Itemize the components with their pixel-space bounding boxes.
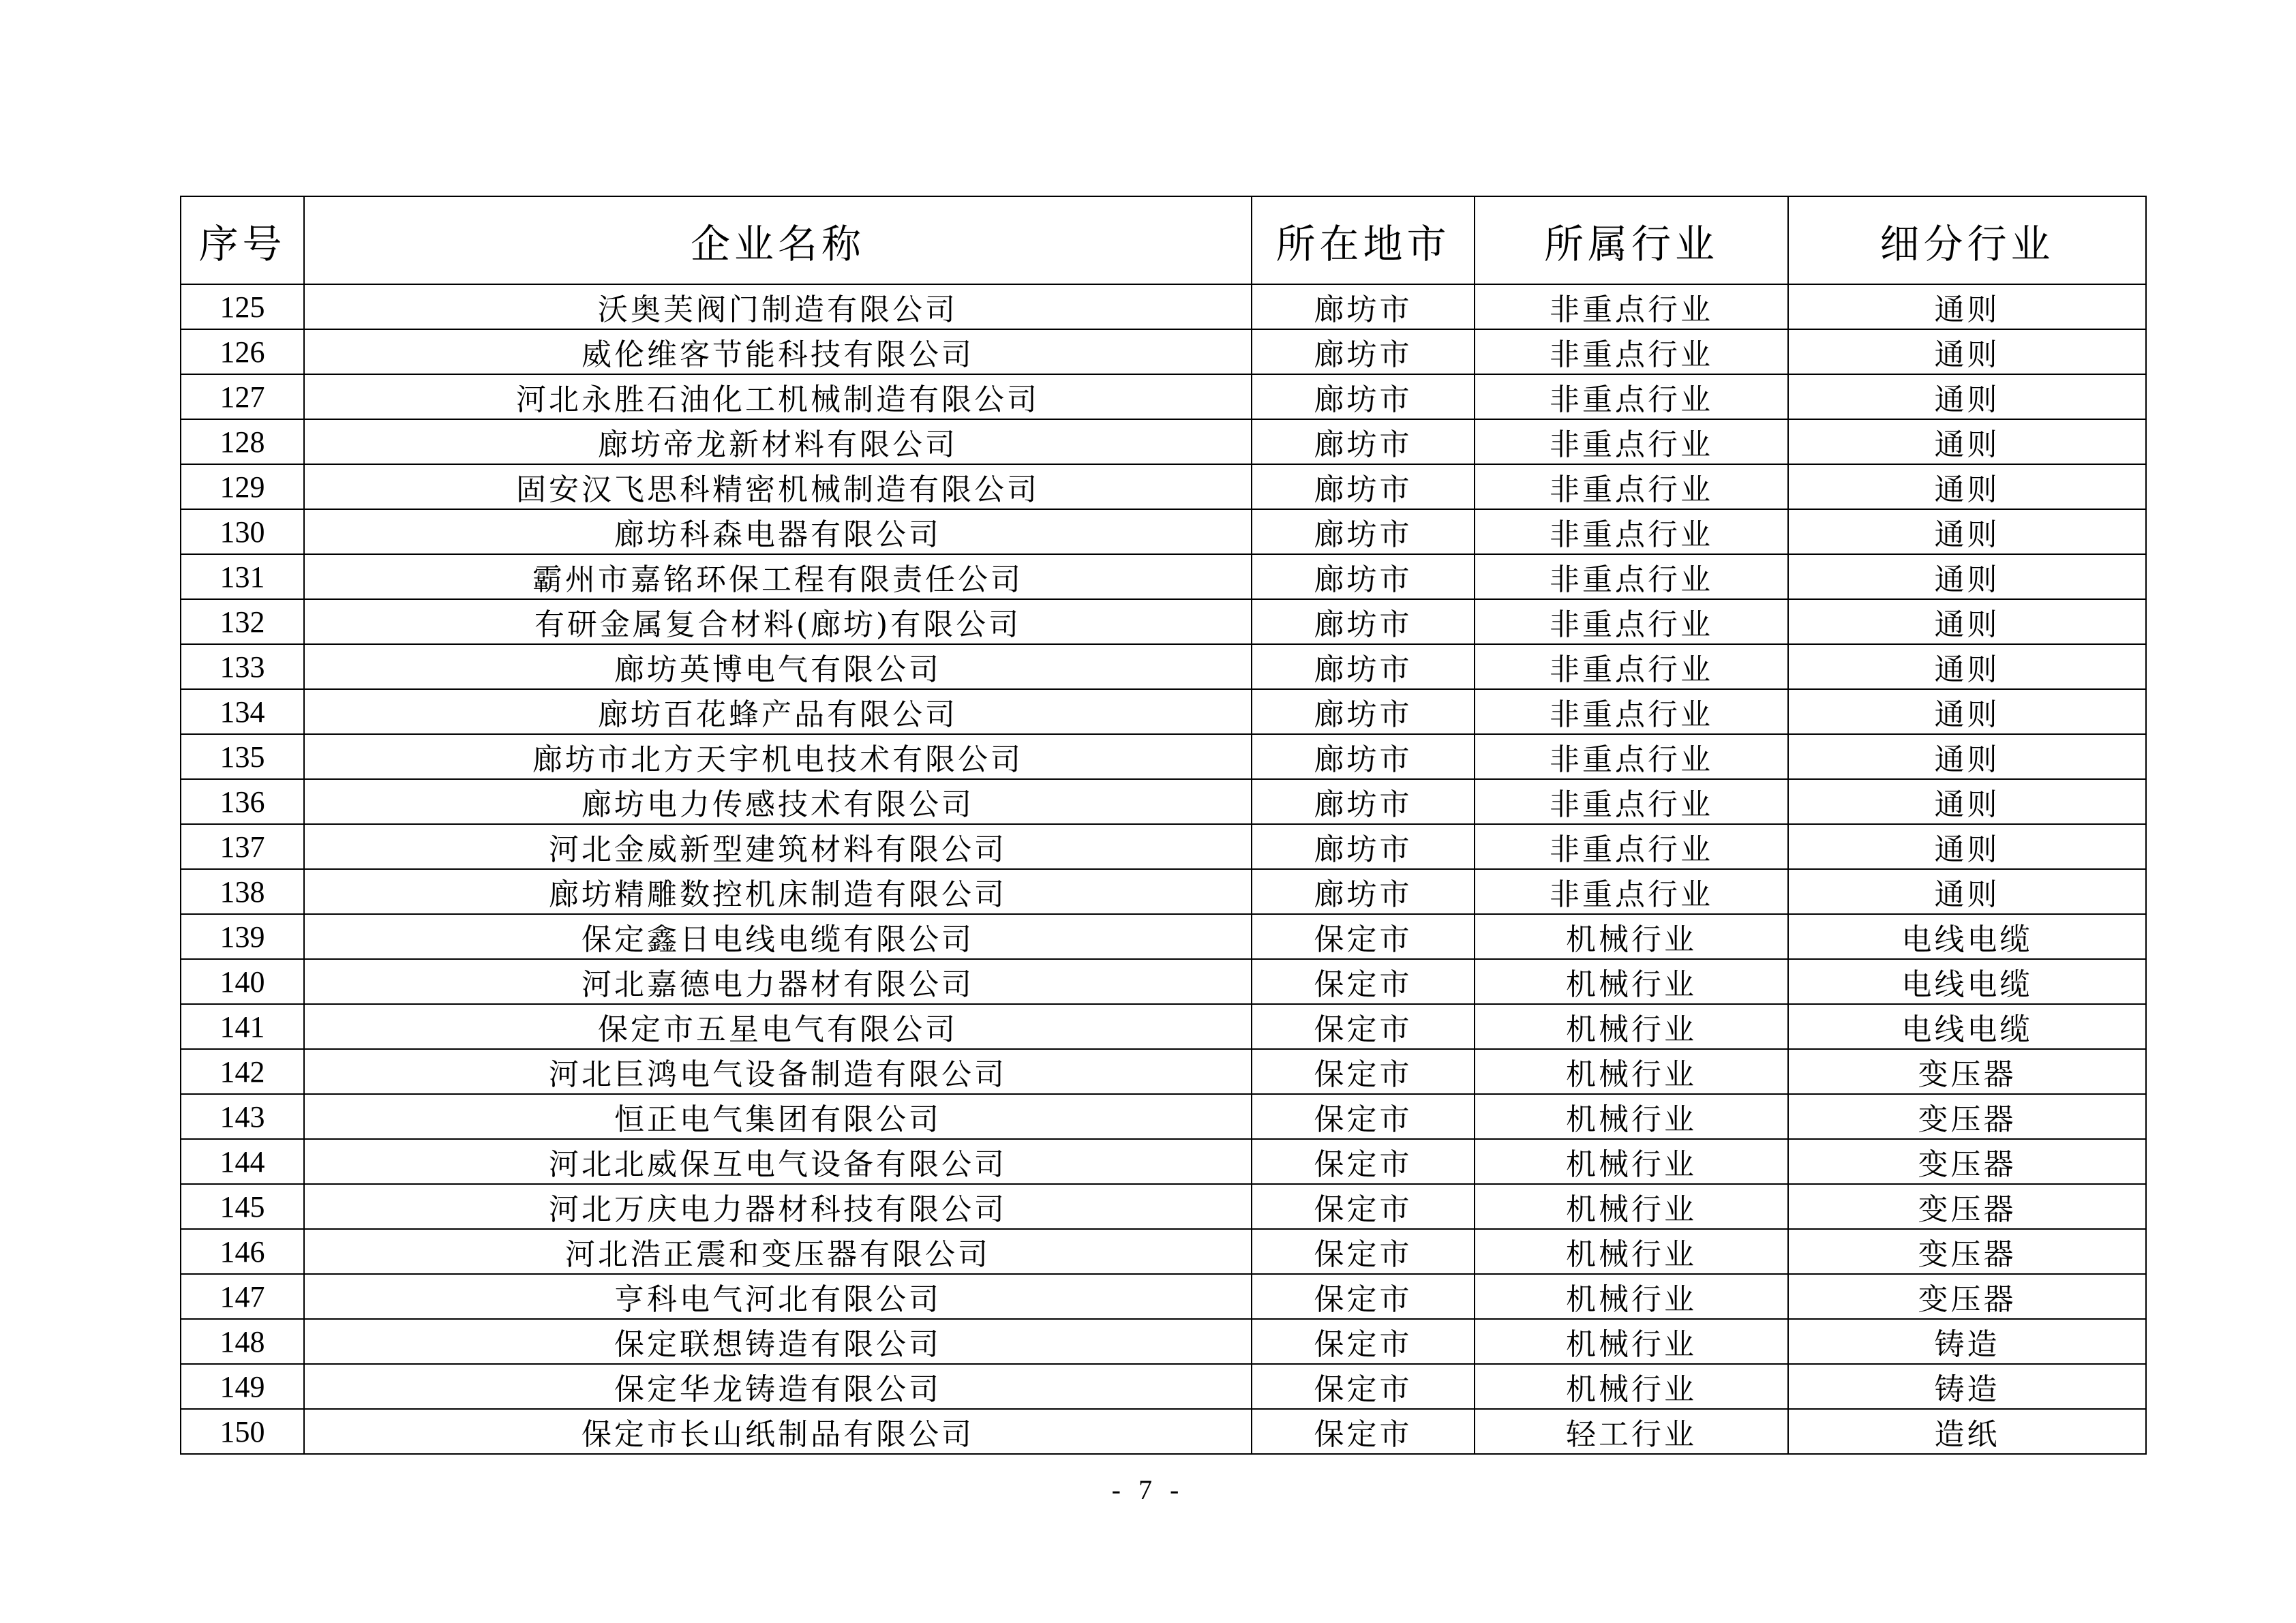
enterprise-table (180, 196, 2147, 1455)
cell-sub-industry: 通则 (1788, 734, 2146, 779)
cell-company-name: 保定华龙铸造有限公司 (304, 1364, 1252, 1409)
cell-city: 廊坊市 (1252, 464, 1475, 509)
table-row (181, 1229, 2146, 1274)
cell-seq: 129 (181, 464, 304, 509)
cell-industry: 机械行业 (1475, 1049, 1788, 1094)
cell-industry: 非重点行业 (1475, 554, 1788, 599)
cell-company-name: 廊坊电力传感技术有限公司 (304, 779, 1252, 824)
cell-company-name: 固安汉飞思科精密机械制造有限公司 (304, 464, 1252, 509)
table-row (181, 959, 2146, 1004)
header-row (181, 196, 2146, 284)
table-row (181, 1184, 2146, 1229)
cell-industry: 非重点行业 (1475, 329, 1788, 374)
table-row (181, 554, 2146, 599)
cell-seq: 144 (181, 1139, 304, 1184)
cell-sub-industry: 通则 (1788, 689, 2146, 734)
cell-industry: 机械行业 (1475, 914, 1788, 959)
cell-company-name: 保定联想铸造有限公司 (304, 1319, 1252, 1364)
cell-city: 廊坊市 (1252, 599, 1475, 644)
cell-sub-industry: 铸造 (1788, 1319, 2146, 1364)
cell-sub-industry: 变压器 (1788, 1049, 2146, 1094)
cell-seq: 132 (181, 599, 304, 644)
table-row (181, 644, 2146, 689)
cell-sub-industry: 通则 (1788, 374, 2146, 419)
cell-city: 廊坊市 (1252, 329, 1475, 374)
cell-sub-industry: 变压器 (1788, 1094, 2146, 1139)
cell-company-name: 有研金属复合材料(廊坊)有限公司 (304, 599, 1252, 644)
cell-industry: 机械行业 (1475, 959, 1788, 1004)
cell-sub-industry: 变压器 (1788, 1274, 2146, 1319)
cell-company-name: 廊坊帝龙新材料有限公司 (304, 419, 1252, 464)
cell-sub-industry: 电线电缆 (1788, 959, 2146, 1004)
cell-sub-industry: 变压器 (1788, 1139, 2146, 1184)
cell-company-name: 恒正电气集团有限公司 (304, 1094, 1252, 1139)
table-row (181, 779, 2146, 824)
header-city: 所在地市 (1252, 196, 1475, 284)
cell-company-name: 廊坊百花蜂产品有限公司 (304, 689, 1252, 734)
table-row (181, 284, 2146, 329)
cell-company-name: 亨科电气河北有限公司 (304, 1274, 1252, 1319)
cell-seq: 138 (181, 869, 304, 914)
cell-city: 保定市 (1252, 1184, 1475, 1229)
cell-company-name: 保定市长山纸制品有限公司 (304, 1409, 1252, 1454)
cell-city: 廊坊市 (1252, 509, 1475, 554)
cell-city: 保定市 (1252, 1364, 1475, 1409)
cell-city: 保定市 (1252, 959, 1475, 1004)
cell-industry: 非重点行业 (1475, 689, 1788, 734)
cell-industry: 非重点行业 (1475, 644, 1788, 689)
cell-city: 廊坊市 (1252, 689, 1475, 734)
cell-city: 保定市 (1252, 1049, 1475, 1094)
cell-industry: 机械行业 (1475, 1004, 1788, 1049)
cell-sub-industry: 铸造 (1788, 1364, 2146, 1409)
cell-industry: 轻工行业 (1475, 1409, 1788, 1454)
header-seq: 序号 (181, 196, 304, 284)
table-row (181, 1364, 2146, 1409)
cell-industry: 机械行业 (1475, 1139, 1788, 1184)
cell-company-name: 廊坊市北方天宇机电技术有限公司 (304, 734, 1252, 779)
cell-industry: 非重点行业 (1475, 734, 1788, 779)
table-row (181, 689, 2146, 734)
table-row (181, 374, 2146, 419)
cell-industry: 非重点行业 (1475, 419, 1788, 464)
cell-seq: 135 (181, 734, 304, 779)
cell-city: 廊坊市 (1252, 644, 1475, 689)
page-number: - 7 - (1111, 1474, 1185, 1505)
table-row (181, 1004, 2146, 1049)
cell-sub-industry: 变压器 (1788, 1184, 2146, 1229)
cell-city: 廊坊市 (1252, 284, 1475, 329)
cell-industry: 机械行业 (1475, 1184, 1788, 1229)
cell-seq: 143 (181, 1094, 304, 1139)
cell-company-name: 河北嘉德电力器材有限公司 (304, 959, 1252, 1004)
table-row (181, 509, 2146, 554)
table-row (181, 464, 2146, 509)
cell-industry: 非重点行业 (1475, 509, 1788, 554)
cell-company-name: 霸州市嘉铭环保工程有限责任公司 (304, 554, 1252, 599)
cell-city: 廊坊市 (1252, 779, 1475, 824)
cell-seq: 131 (181, 554, 304, 599)
table-row (181, 1274, 2146, 1319)
cell-sub-industry: 通则 (1788, 419, 2146, 464)
cell-sub-industry: 造纸 (1788, 1409, 2146, 1454)
cell-company-name: 廊坊英博电气有限公司 (304, 644, 1252, 689)
cell-city: 保定市 (1252, 914, 1475, 959)
cell-city: 保定市 (1252, 1274, 1475, 1319)
cell-industry: 机械行业 (1475, 1364, 1788, 1409)
header-industry: 所属行业 (1475, 196, 1788, 284)
cell-seq: 130 (181, 509, 304, 554)
cell-company-name: 廊坊精雕数控机床制造有限公司 (304, 869, 1252, 914)
cell-sub-industry: 通则 (1788, 869, 2146, 914)
cell-company-name: 沃奥芙阀门制造有限公司 (304, 284, 1252, 329)
cell-city: 廊坊市 (1252, 734, 1475, 779)
cell-industry: 机械行业 (1475, 1229, 1788, 1274)
table-row (181, 1409, 2146, 1454)
header-company-name: 企业名称 (304, 196, 1252, 284)
cell-seq: 137 (181, 824, 304, 869)
cell-industry: 机械行业 (1475, 1094, 1788, 1139)
cell-company-name: 河北巨鸿电气设备制造有限公司 (304, 1049, 1252, 1094)
table-row (181, 824, 2146, 869)
cell-sub-industry: 通则 (1788, 644, 2146, 689)
cell-company-name: 威伦维客节能科技有限公司 (304, 329, 1252, 374)
table-row (181, 1094, 2146, 1139)
cell-industry: 非重点行业 (1475, 824, 1788, 869)
cell-seq: 141 (181, 1004, 304, 1049)
cell-sub-industry: 通则 (1788, 329, 2146, 374)
cell-company-name: 保定鑫日电线电缆有限公司 (304, 914, 1252, 959)
table-row (181, 1319, 2146, 1364)
cell-sub-industry: 通则 (1788, 509, 2146, 554)
cell-city: 保定市 (1252, 1319, 1475, 1364)
cell-seq: 147 (181, 1274, 304, 1319)
header-sub-industry: 细分行业 (1788, 196, 2146, 284)
cell-sub-industry: 通则 (1788, 599, 2146, 644)
cell-company-name: 河北金威新型建筑材料有限公司 (304, 824, 1252, 869)
cell-industry: 非重点行业 (1475, 779, 1788, 824)
cell-seq: 127 (181, 374, 304, 419)
table-row (181, 599, 2146, 644)
cell-city: 保定市 (1252, 1409, 1475, 1454)
cell-seq: 125 (181, 284, 304, 329)
cell-city: 廊坊市 (1252, 869, 1475, 914)
cell-company-name: 廊坊科森电器有限公司 (304, 509, 1252, 554)
table-row (181, 1139, 2146, 1184)
cell-city: 廊坊市 (1252, 554, 1475, 599)
cell-seq: 128 (181, 419, 304, 464)
cell-company-name: 河北万庆电力器材科技有限公司 (304, 1184, 1252, 1229)
cell-company-name: 保定市五星电气有限公司 (304, 1004, 1252, 1049)
cell-seq: 142 (181, 1049, 304, 1094)
cell-seq: 148 (181, 1319, 304, 1364)
cell-industry: 非重点行业 (1475, 599, 1788, 644)
table-header (181, 196, 2146, 284)
cell-sub-industry: 电线电缆 (1788, 1004, 2146, 1049)
cell-industry: 机械行业 (1475, 1274, 1788, 1319)
cell-industry: 机械行业 (1475, 1319, 1788, 1364)
cell-company-name: 河北北威保互电气设备有限公司 (304, 1139, 1252, 1184)
cell-city: 保定市 (1252, 1229, 1475, 1274)
cell-city: 廊坊市 (1252, 824, 1475, 869)
cell-sub-industry: 通则 (1788, 554, 2146, 599)
cell-industry: 非重点行业 (1475, 374, 1788, 419)
table-row (181, 329, 2146, 374)
cell-sub-industry: 通则 (1788, 464, 2146, 509)
cell-industry: 非重点行业 (1475, 464, 1788, 509)
cell-sub-industry: 电线电缆 (1788, 914, 2146, 959)
cell-seq: 149 (181, 1364, 304, 1409)
cell-seq: 146 (181, 1229, 304, 1274)
cell-city: 廊坊市 (1252, 374, 1475, 419)
cell-seq: 140 (181, 959, 304, 1004)
table-row (181, 419, 2146, 464)
cell-city: 保定市 (1252, 1139, 1475, 1184)
cell-seq: 150 (181, 1409, 304, 1454)
cell-seq: 126 (181, 329, 304, 374)
table-row (181, 734, 2146, 779)
cell-city: 保定市 (1252, 1004, 1475, 1049)
cell-seq: 139 (181, 914, 304, 959)
cell-company-name: 河北浩正震和变压器有限公司 (304, 1229, 1252, 1274)
cell-city: 保定市 (1252, 1094, 1475, 1139)
cell-seq: 136 (181, 779, 304, 824)
cell-sub-industry: 通则 (1788, 779, 2146, 824)
cell-industry: 非重点行业 (1475, 284, 1788, 329)
cell-industry: 非重点行业 (1475, 869, 1788, 914)
cell-sub-industry: 变压器 (1788, 1229, 2146, 1274)
table-row (181, 869, 2146, 914)
cell-sub-industry: 通则 (1788, 284, 2146, 329)
cell-seq: 145 (181, 1184, 304, 1229)
table-row (181, 914, 2146, 959)
cell-seq: 133 (181, 644, 304, 689)
table-body (181, 284, 2146, 1454)
cell-city: 廊坊市 (1252, 419, 1475, 464)
cell-seq: 134 (181, 689, 304, 734)
table-row (181, 1049, 2146, 1094)
cell-company-name: 河北永胜石油化工机械制造有限公司 (304, 374, 1252, 419)
cell-sub-industry: 通则 (1788, 824, 2146, 869)
